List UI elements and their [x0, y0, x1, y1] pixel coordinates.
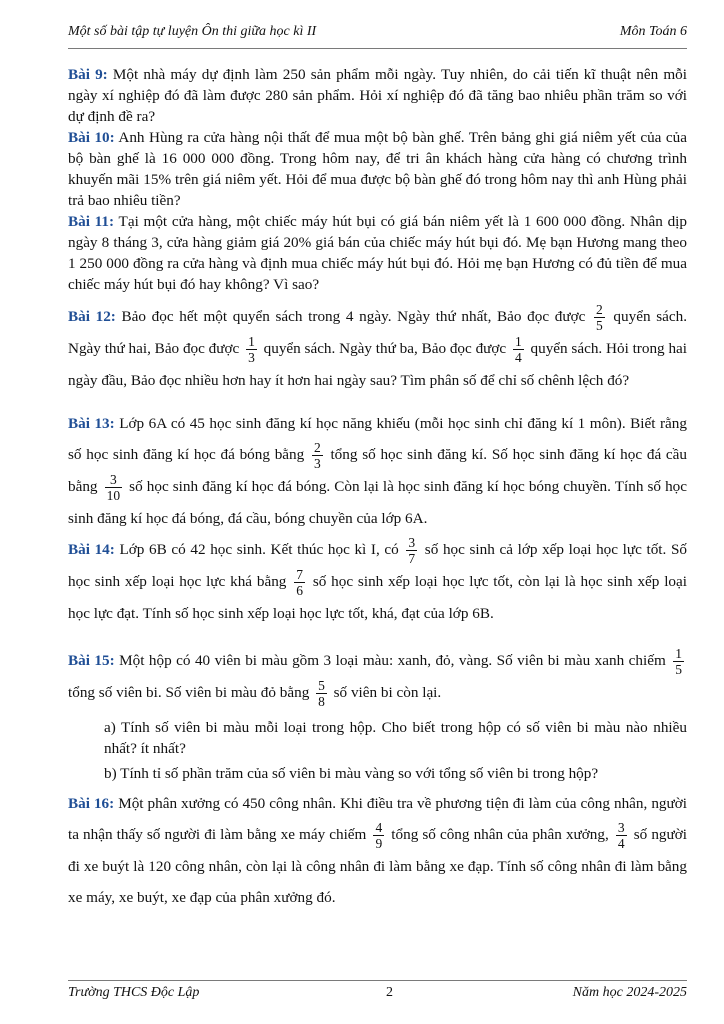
numerator: 3 [408, 535, 416, 551]
exercise-text: Một phân xưởng có 450 công nhân. Khi điều tra về phương tiện đi làm của công nhân, người ta nhận thấy số người đi làm bằng xe máy chiếm [68, 795, 687, 844]
numerator: 2 [596, 302, 603, 318]
exercise-label: Bài 9: [68, 66, 108, 83]
numerator: 3 [617, 820, 625, 836]
denominator: 5 [675, 662, 682, 678]
exercise-label: Bài 10: [68, 129, 115, 146]
exercise-list [68, 64, 687, 913]
fraction [316, 678, 327, 709]
exercise-label: Bài 16: [68, 795, 115, 813]
exercise-text: Bảo đọc hết một quyển sách trong 4 ngày. Ngày thứ nhất, Bảo đọc được [115, 308, 592, 325]
exercise-text: quyển sách. Hỏi trong hai ngày đầu, Bảo đọc nhiều hơn hay ít hơn hai ngày sau? Tìm phân số để chỉ số chênh lệch đó? [68, 340, 687, 390]
exercise-text: quyển sách. Ngày thứ ba, Bảo đọc được [259, 340, 510, 358]
exercise-label: Bài 11: [68, 213, 115, 230]
numerator: 1 [675, 646, 682, 662]
fraction [373, 820, 384, 851]
exercise-text: Lớp 6A có 45 học sinh đăng kí học năng khiếu (mỗi học sinh chỉ đăng kí 1 môn). Biết rằng số học sinh đăng kí học đá bóng bằng [68, 415, 687, 464]
fraction [105, 472, 123, 503]
fraction [513, 334, 524, 365]
exercise-13 [68, 408, 687, 534]
fraction [312, 440, 323, 471]
page-footer [68, 980, 687, 1007]
numerator: 3 [105, 472, 123, 488]
numerator: 1 [514, 334, 522, 350]
exercise-12 [68, 301, 687, 396]
numerator: 1 [248, 334, 255, 350]
exercise-text: số học sinh cả lớp xếp loại học lực tốt. Số học sinh xếp loại học lực khá bằng [68, 541, 687, 591]
fraction [406, 535, 417, 566]
header-subject: Môn Toán 6 [619, 24, 687, 39]
exercise-label: Bài 13: [68, 415, 115, 433]
fraction [594, 302, 605, 333]
numerator: 4 [375, 820, 383, 836]
denominator: 4 [617, 836, 625, 852]
exercise-15-part-a: a) Tính số viên bi màu mỗi loại trong hộp. Cho biết trong hộp có số viên bi màu nào nhiều nhất? ít nhất? [104, 719, 687, 758]
exercise-text: quyển sách. Ngày thứ hai, Bảo đọc được [68, 308, 687, 358]
exercise-text: tổng số học sinh đăng kí. Số học sinh đăng kí học đá cầu bằng [68, 446, 688, 496]
denominator: 7 [408, 551, 416, 567]
exercise-text: tổng số công nhân của phân xưởng, [387, 826, 613, 844]
exercise-text: Một hộp có 40 viên bi màu gồm 3 loại màu: xanh, đỏ, vàng. Số viên bi màu xanh chiếm [114, 652, 671, 670]
fraction [673, 646, 684, 677]
page-number: 2 [386, 985, 393, 1000]
denominator: 5 [596, 318, 603, 334]
fraction [246, 334, 257, 365]
denominator: 9 [375, 836, 383, 852]
exercise-16 [68, 788, 687, 913]
exercise-label: Bài 14: [68, 541, 115, 559]
numerator: 2 [313, 440, 321, 456]
exercise-15 [68, 645, 687, 709]
page-header [68, 24, 687, 49]
exercise-15-part-b: b) Tính tỉ số phần trăm của số viên bi màu vàng so với tổng số viên bi trong hộp? [104, 765, 599, 783]
denominator: 4 [514, 350, 522, 366]
exercise-text: Anh Hùng ra cửa hàng nội thất để mua một bộ bàn ghế. Trên bảng ghi giá niêm yết của của bộ bàn ghế là 16 000 000 đồng. Trong hôm nay, để tri ân khách hàng cửa hàng có chương trình khuyến mãi 15% trên giá niêm yết. Hỏi để mua được bộ bàn ghế đó trong hôm nay thì anh Hùng phải trả bao nhiêu tiền? [68, 129, 687, 209]
exercise-text: số học sinh đăng kí học đá bóng. Còn lại là học sinh đăng kí học bóng chuyền. Tính số học sinh đăng kí học đá bóng, đá cầu, bóng chuyền của lớp 6A. [68, 478, 688, 528]
exercise-text: số học sinh xếp loại học lực tốt, còn lại là học sinh xếp loại học lực đạt. Tính số học sinh xếp loại học lực tốt, khá, đạt của lớp 6B. [68, 573, 687, 623]
exercise-text: số viên bi còn lại. [329, 684, 442, 702]
numerator: 7 [296, 567, 303, 583]
exercise-text: tổng số viên bi. Số viên bi màu đỏ bằng [68, 684, 314, 702]
exercise-text: Một nhà máy dự định làm 250 sản phẩm mỗi ngày. Tuy nhiên, do cải tiến kĩ thuật nên mỗi ngày xí nghiệp đó đã làm được 280 sản phẩm. Hỏi xí nghiệp đó đã tăng bao nhiêu phần trăm so với dự định đề ra? [68, 66, 687, 125]
denominator: 3 [248, 350, 255, 366]
exercise-9 [68, 64, 687, 127]
exercise-label: Bài 12: [68, 308, 116, 325]
exercise-label: Bài 15: [68, 652, 115, 670]
exercise-text: Tại một cửa hàng, một chiếc máy hút bụi có giá bán niêm yết là 1 600 000 đồng. Nhân dịp ngày 8 tháng 3, cửa hàng giảm giá 20% giá bán của chiếc máy hút bụi đó. Mẹ bạn Hương mang theo 1 250 000 đồng ra cửa hàng và định mua chiếc máy hút bụi đó. Hỏi mẹ bạn Hương có đủ tiền để mua chiếc máy hút bụi đó hay không? Vì sao? [68, 213, 687, 293]
exercise-text: số người đi xe buýt là 120 công nhân, còn lại là công nhân đi làm bằng xe đạp. Tính số công nhân đi làm bằng xe máy, xe buýt, xe đạp của phân xưởng đó. [68, 826, 687, 907]
header-title: Một số bài tập tự luyện Ôn thi giữa học kì II [68, 24, 317, 39]
fraction [616, 820, 627, 851]
exercise-14 [68, 534, 687, 629]
footer-school-year: Năm học 2024-2025 [572, 985, 687, 1000]
exercise-text: Lớp 6B có 42 học sinh. Kết thúc học kì I, có [114, 541, 404, 559]
denominator: 3 [313, 456, 321, 472]
exercise-10 [68, 127, 687, 211]
denominator: 10 [106, 488, 121, 504]
fraction [294, 567, 305, 598]
footer-school: Trường THCS Độc Lập [68, 985, 200, 1000]
denominator: 8 [318, 694, 325, 710]
exercise-11 [68, 211, 687, 295]
numerator: 5 [318, 678, 325, 694]
denominator: 6 [296, 583, 303, 599]
